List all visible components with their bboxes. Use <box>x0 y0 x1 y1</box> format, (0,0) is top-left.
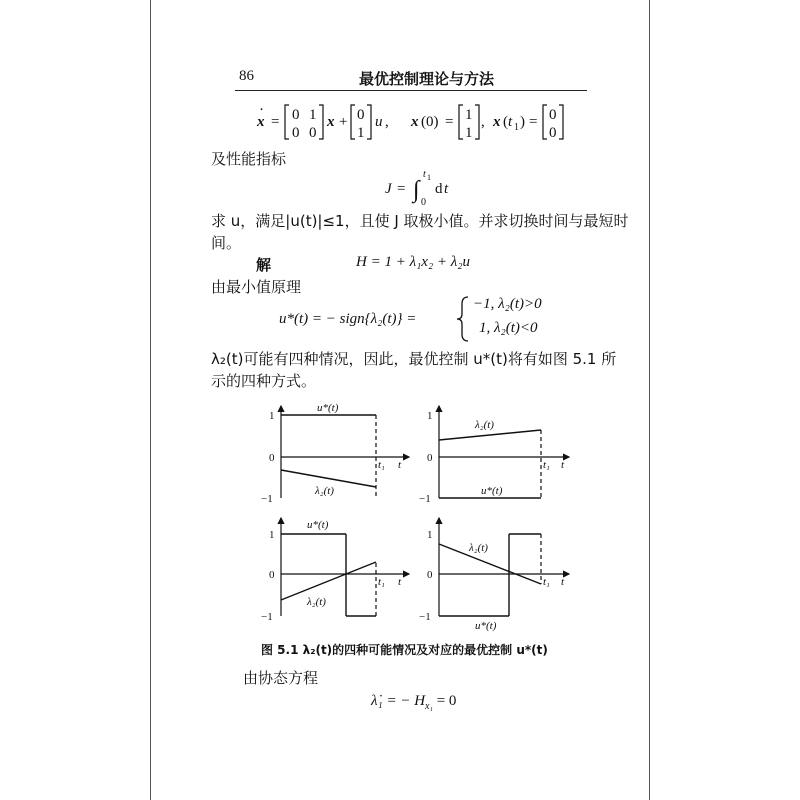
svg-text:λ₂(t): λ₂(t) <box>307 596 326 608</box>
svg-text:t₁: t₁ <box>378 459 385 471</box>
page-number: 86 <box>239 68 254 84</box>
costate-subscript: x₁ <box>425 701 433 712</box>
svg-text:u*(t): u*(t) <box>317 402 339 414</box>
svg-text:=: = <box>397 181 406 197</box>
costate-rhs: = 0 <box>432 693 457 709</box>
svg-text:t: t <box>444 181 449 197</box>
svg-text:(: ( <box>503 114 508 130</box>
svg-text:u*(t): u*(t) <box>475 620 497 632</box>
cost-equation <box>381 165 501 209</box>
svg-text:t₁: t₁ <box>378 576 385 588</box>
svg-text:−1: −1 <box>419 493 431 505</box>
svg-text:1: 1 <box>269 529 275 541</box>
svg-text:u*(t): u*(t) <box>307 519 329 531</box>
svg-text:,: , <box>385 114 389 130</box>
panel-3 <box>281 518 409 616</box>
svg-text:−1: −1 <box>419 611 431 623</box>
figure-caption: 图 5.1 λ₂(t)的四种可能情况及对应的最优控制 u*(t) <box>261 643 548 657</box>
svg-text:1: 1 <box>514 122 519 133</box>
svg-text:u*(t): u*(t) <box>481 485 503 497</box>
svg-text:t: t <box>423 169 426 180</box>
svg-text:+: + <box>339 114 348 130</box>
svg-text:t: t <box>398 459 402 471</box>
svg-text:): ) <box>520 114 525 130</box>
svg-text:0: 0 <box>549 125 557 141</box>
cases-line-1: λ₂(t)可能有四种情况，因此，最优控制 u*(t)将有如图 5.1 所 <box>211 350 617 368</box>
costate-lhs: λ̇₁ = − H <box>371 693 426 709</box>
svg-text:1: 1 <box>427 410 433 422</box>
svg-text:t: t <box>561 576 565 588</box>
header-rule <box>235 90 587 91</box>
svg-text:d: d <box>435 181 443 197</box>
svg-text:0: 0 <box>427 569 433 581</box>
svg-text:0: 0 <box>421 197 426 208</box>
svg-text:x: x <box>257 114 265 130</box>
svg-text:u: u <box>375 114 383 130</box>
problem-line-2: 间。 <box>211 234 242 252</box>
svg-text:1: 1 <box>269 410 275 422</box>
svg-text:·: · <box>259 102 264 118</box>
panel-2 <box>439 406 569 498</box>
min-principle-text: 由最小值原理 <box>211 278 302 296</box>
svg-text:λ₂(t): λ₂(t) <box>469 542 488 554</box>
costate-intro: 由协态方程 <box>243 669 319 687</box>
svg-text:(0): (0) <box>421 114 439 130</box>
svg-text:0: 0 <box>309 125 317 141</box>
svg-text:0: 0 <box>292 125 300 141</box>
svg-text:t: t <box>561 459 565 471</box>
svg-text:1: 1 <box>427 173 431 182</box>
cases-line-2: 示的四种方式。 <box>211 372 317 390</box>
svg-text:t: t <box>398 576 402 588</box>
svg-text:λ₂(t): λ₂(t) <box>475 419 494 431</box>
svg-text:=: = <box>445 114 454 130</box>
svg-text:1: 1 <box>427 529 433 541</box>
svg-text:0: 0 <box>269 452 275 464</box>
piecewise-brace <box>454 294 474 344</box>
svg-text:0: 0 <box>427 452 433 464</box>
svg-text:1: 1 <box>357 125 365 141</box>
svg-text:1: 1 <box>309 107 317 123</box>
svg-text:0: 0 <box>269 569 275 581</box>
panel-1 <box>281 406 409 498</box>
svg-text:t: t <box>508 114 513 130</box>
svg-text:−1: −1 <box>261 611 273 623</box>
costate-equation <box>371 693 456 712</box>
solution-label: 解 <box>256 256 272 274</box>
svg-text:0: 0 <box>357 107 365 123</box>
cost-intro: 及性能指标 <box>211 150 287 168</box>
svg-text:0: 0 <box>549 107 557 123</box>
state-equation <box>251 100 591 144</box>
svg-text:0: 0 <box>292 107 300 123</box>
svg-text:t₁: t₁ <box>543 576 550 588</box>
control-law: u*(t) = − sign{λ₂(t)} = <box>279 311 417 327</box>
control-case-2: 1, λ₂(t)<0 <box>479 320 538 336</box>
svg-text:λ₂(t): λ₂(t) <box>315 485 334 497</box>
running-header: 最优控制理论与方法 <box>359 70 495 88</box>
svg-text:x: x <box>411 114 419 130</box>
problem-line-1: 求 u，满足|u(t)|≤1，且使 J 取极小值。并求切换时间与最短时 <box>211 212 629 230</box>
book-page <box>150 0 650 800</box>
svg-text:t₁: t₁ <box>543 459 550 471</box>
svg-text:=: = <box>529 114 538 130</box>
control-case-1: −1, λ₂(t)>0 <box>473 296 542 312</box>
svg-text:x: x <box>493 114 501 130</box>
figure-5-1 <box>251 398 591 634</box>
svg-text:=: = <box>271 114 280 130</box>
svg-text:x: x <box>327 114 335 130</box>
svg-text:J: J <box>385 181 392 197</box>
svg-text:1: 1 <box>465 107 473 123</box>
svg-text:−1: −1 <box>261 493 273 505</box>
panel-4 <box>439 518 569 616</box>
svg-text:,: , <box>481 114 485 130</box>
svg-text:∫: ∫ <box>413 177 420 203</box>
svg-text:1: 1 <box>465 125 473 141</box>
hamiltonian: H = 1 + λ₁x₂ + λ₂u <box>356 254 470 270</box>
